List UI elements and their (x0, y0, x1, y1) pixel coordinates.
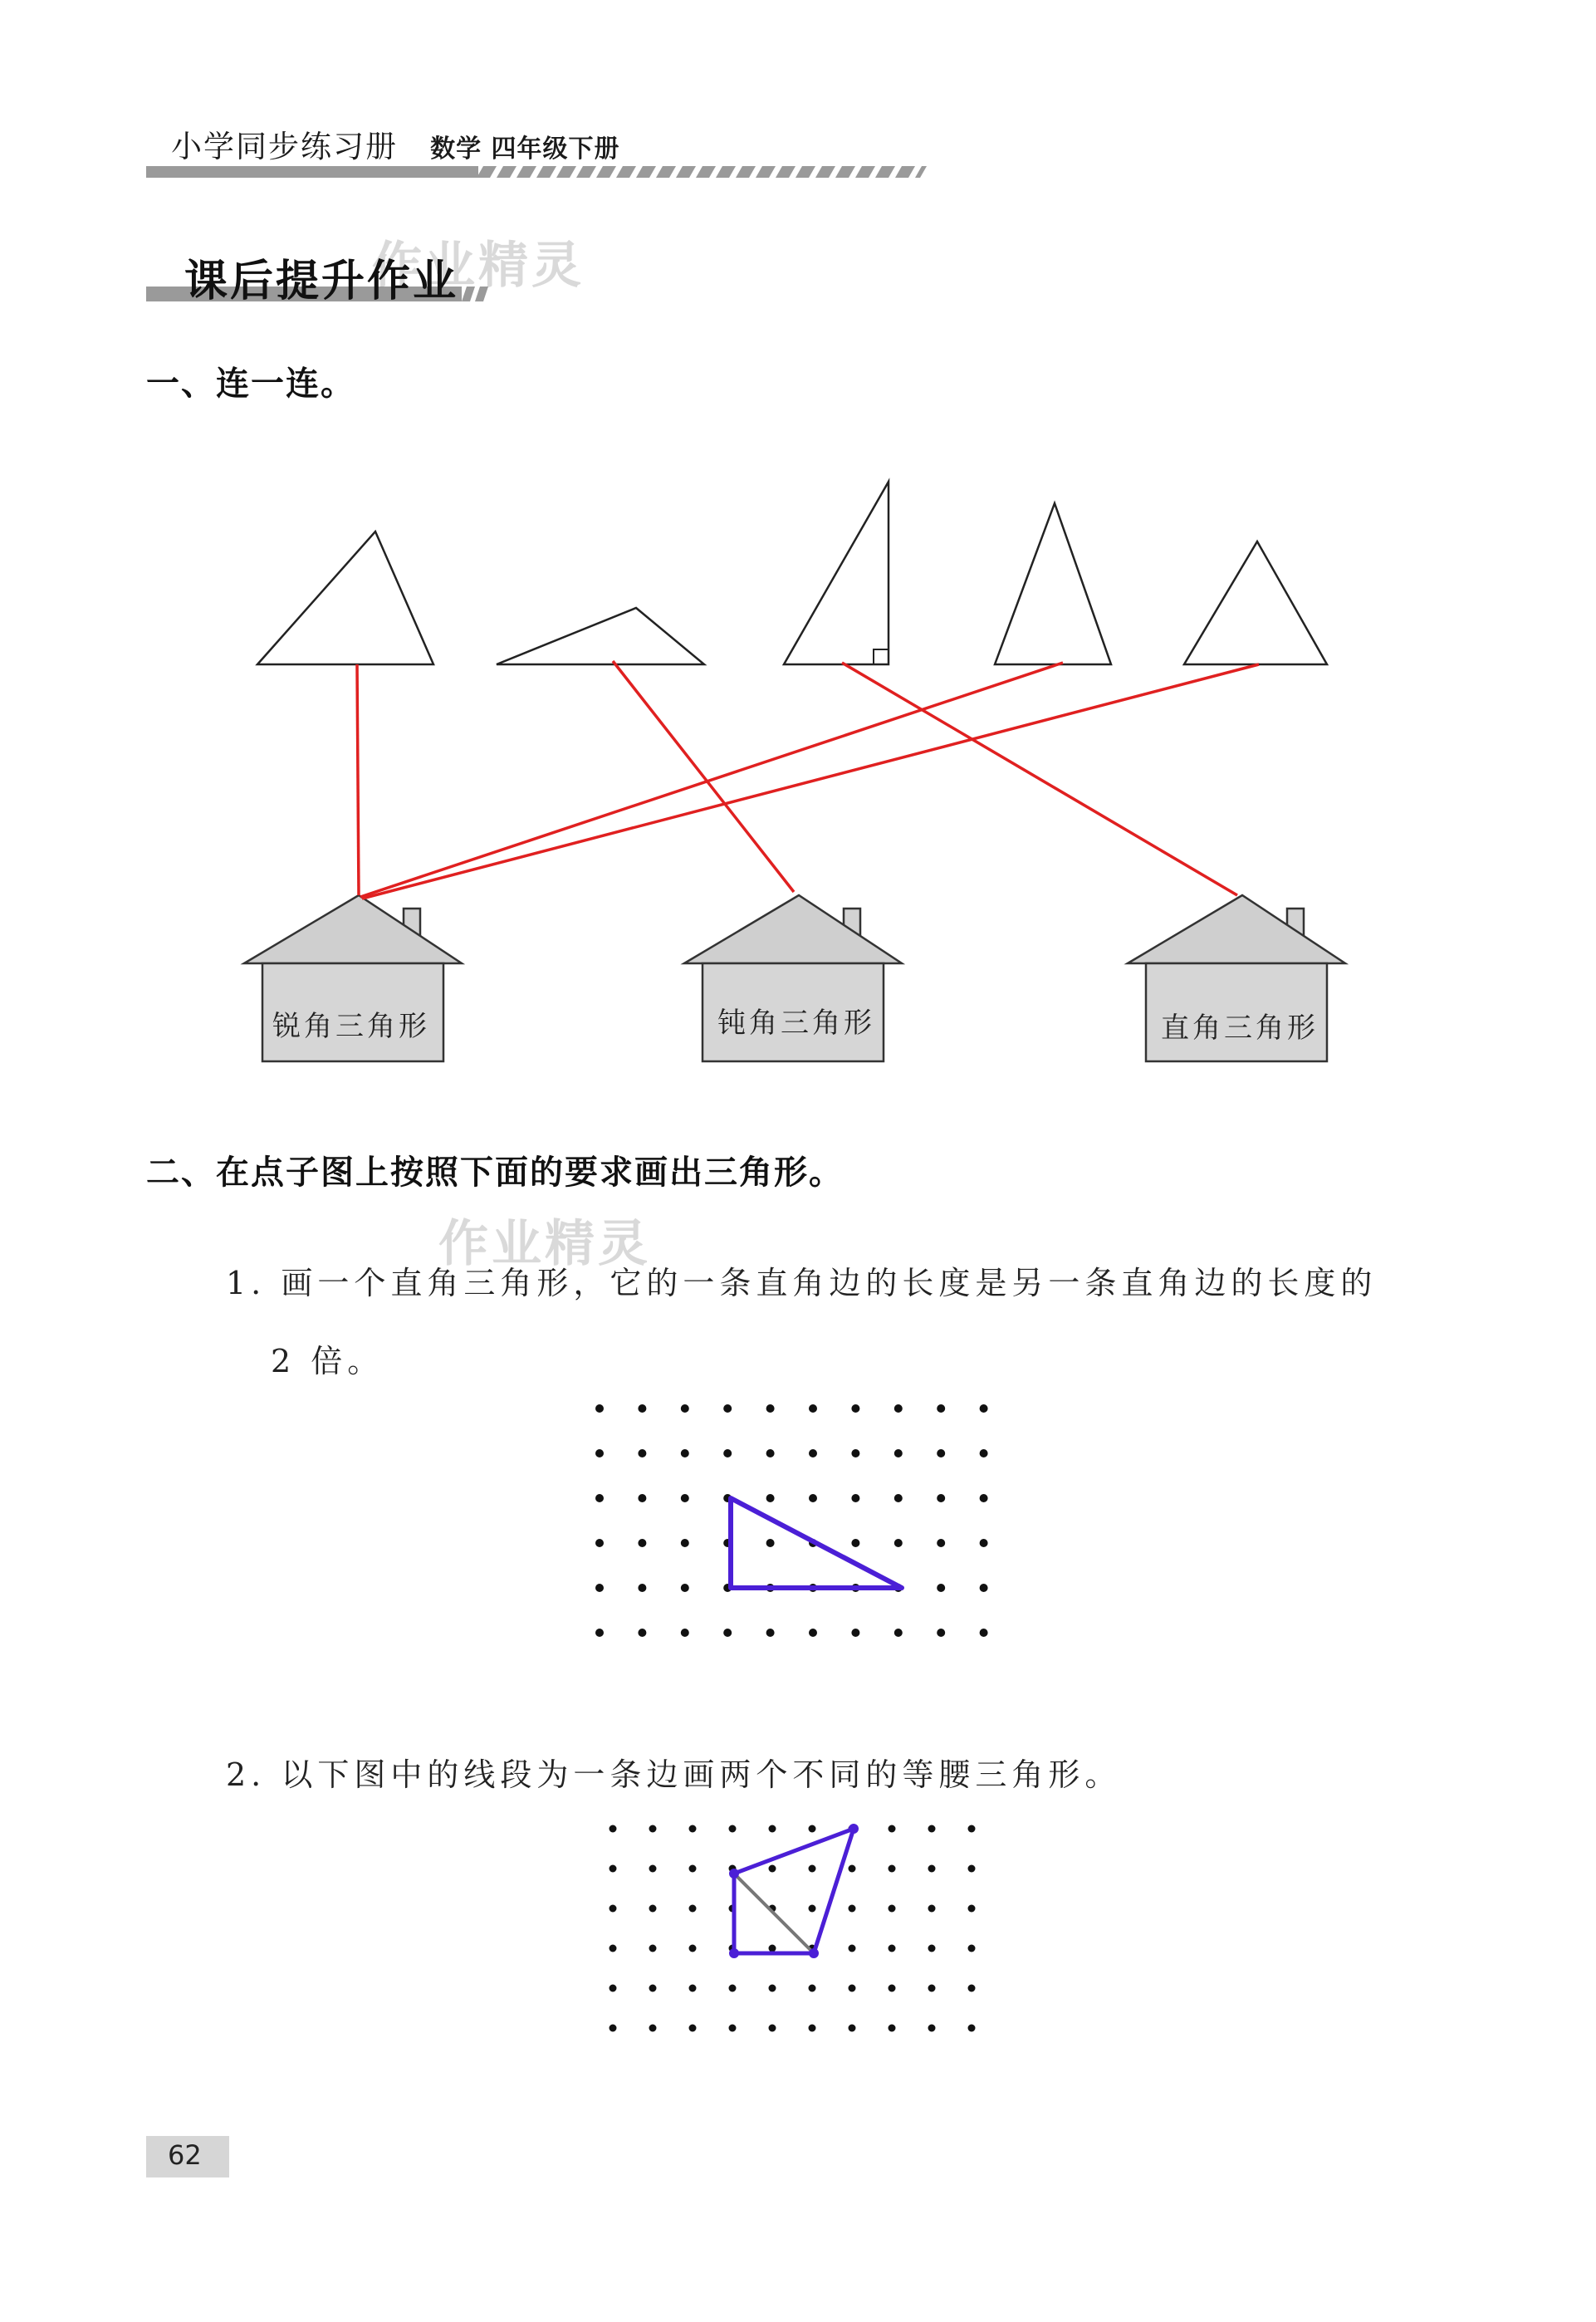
grid-dot (968, 1825, 976, 1833)
grid-dot (649, 1825, 657, 1833)
grid-dot (610, 2025, 617, 2032)
page-number: 62 (168, 2139, 202, 2171)
house-label-obtuse: 钝角三角形 (717, 1007, 875, 1040)
house-label-right: 直角三角形 (1161, 1012, 1319, 1045)
grid-dot (809, 1865, 816, 1873)
grid-dot (689, 1825, 697, 1833)
grid-dot (689, 1985, 697, 1992)
grid-dot (809, 1825, 816, 1833)
grid-dot (968, 2025, 976, 2032)
grid-dot (610, 1825, 617, 1833)
question-2-item-1-cont: 2 倍。 (271, 1343, 384, 1379)
grid-dot (968, 1865, 976, 1873)
grid-dot (689, 2025, 697, 2032)
grid-dot (928, 1945, 936, 1952)
grid-dot (928, 1985, 936, 1992)
watermark-2: 作业精灵 (438, 1215, 651, 1273)
grid-dot (849, 1865, 856, 1873)
grid-dot (610, 1905, 617, 1913)
grid-dot (968, 1985, 976, 1992)
grid-dot (889, 1905, 896, 1913)
grid-dot (889, 1985, 896, 1992)
grid-dot (649, 2025, 657, 2032)
grid-dot (729, 1825, 737, 1833)
grid-dot (729, 2025, 737, 2032)
grid-dot (689, 1945, 697, 1952)
grid-dot (889, 2025, 896, 2032)
grid-dot (689, 1905, 697, 1913)
grid-dot (809, 1905, 816, 1913)
grid-dot (610, 1985, 617, 1992)
grid-dot (809, 1985, 816, 1992)
watermark: 作业精灵 (372, 237, 585, 295)
grid-dot (729, 1985, 737, 1992)
grid-dot (928, 1905, 936, 1913)
house-label-acute: 锐角三角形 (272, 1010, 430, 1043)
question-2-item-1: 1. 画一个直角三角形，它的一条直角边的长度是另一条直角边的长度的 (226, 1265, 1378, 1301)
grid-dot (928, 1825, 936, 1833)
section-title: 课后提升作业 (184, 257, 459, 306)
grid-dot (610, 1945, 617, 1952)
question-2-item-2: 2. 以下图中的线段为一条边画两个不同的等腰三角形。 (226, 1756, 1122, 1793)
grid-dot (968, 1945, 976, 1952)
grid-dot (968, 1905, 976, 1913)
grid-dot (889, 1945, 896, 1952)
grid-dot (849, 2025, 856, 2032)
grid-dot (769, 1945, 776, 1952)
grid-dot (769, 1865, 776, 1873)
grid-dot (649, 1905, 657, 1913)
given-segment (734, 1874, 814, 1953)
grid-dot (928, 1865, 936, 1873)
grid-dot (649, 1945, 657, 1952)
grid-dot (849, 1905, 856, 1913)
grid-dot (610, 1865, 617, 1873)
question-2-title: 二、在点子图上按照下面的要求画出三角形。 (146, 1154, 844, 1192)
grid-dot (769, 1825, 776, 1833)
grid-dot (928, 2025, 936, 2032)
question-1-title: 一、连一连。 (146, 365, 355, 403)
grid-dot (889, 1865, 896, 1873)
grid-dot (849, 1985, 856, 1992)
grid-dots (610, 1825, 976, 2032)
grid-dot (649, 1865, 657, 1873)
grid-dot (689, 1865, 697, 1873)
grid-dot (809, 2025, 816, 2032)
subject-grade: 数学 四年级下册 (430, 135, 620, 164)
grid-dot (769, 2025, 776, 2032)
grid-dot (889, 1825, 896, 1833)
grid-dot (649, 1985, 657, 1992)
grid-dot (849, 1945, 856, 1952)
book-title: 小学同步练习册 (171, 129, 398, 164)
grid-dot (769, 1985, 776, 1992)
